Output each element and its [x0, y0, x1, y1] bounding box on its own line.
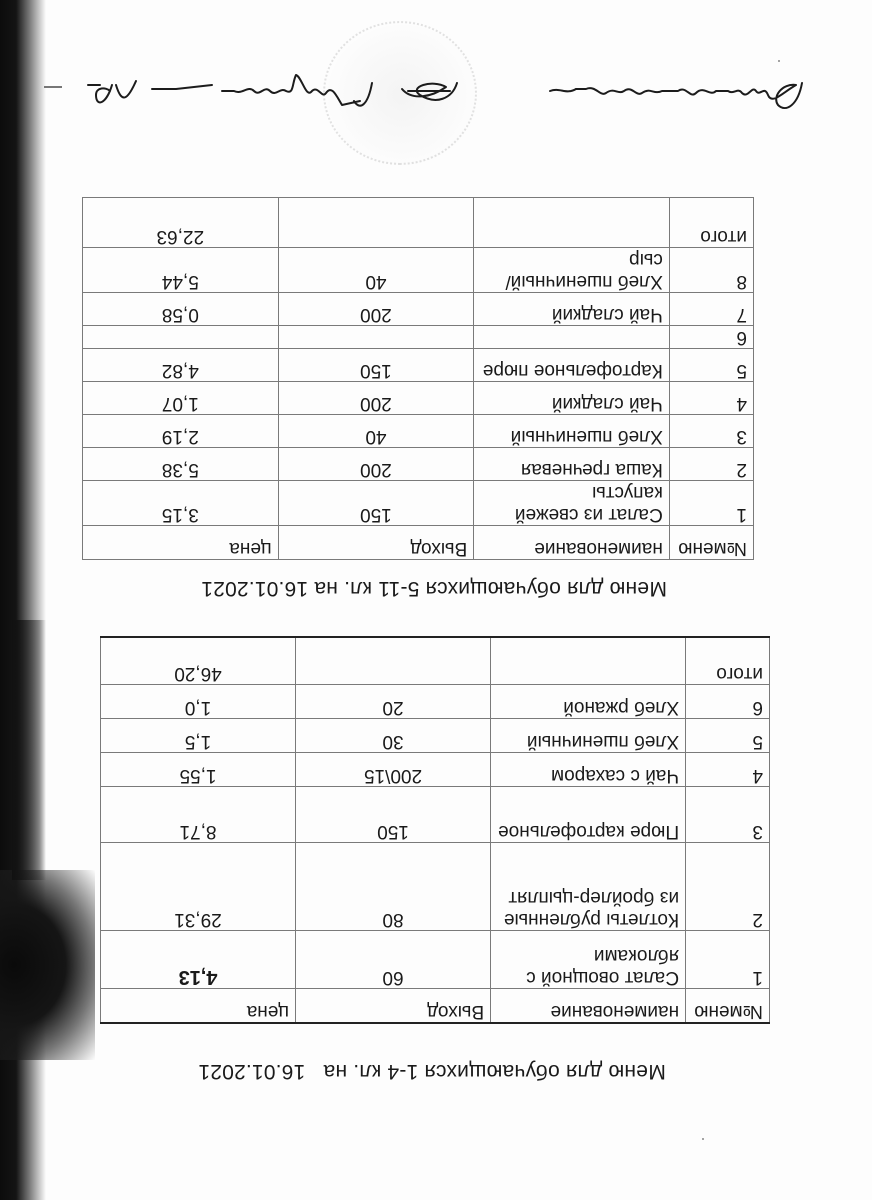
total-price: 22,63 [83, 198, 279, 248]
row-number: 4 [686, 753, 770, 787]
dish-yield: 200 [278, 448, 474, 481]
dish-yield: 20 [296, 685, 491, 719]
dish-yield: 150 [278, 481, 474, 526]
dish-price: 3,15 [83, 481, 279, 526]
table-header-row [101, 989, 770, 1023]
dish-price: 8,71 [101, 787, 296, 843]
table-row [83, 248, 754, 293]
row-number: 4 [669, 382, 753, 415]
row-number: 5 [686, 719, 770, 753]
dish-name: Каша гречневая [474, 448, 670, 481]
table-row [101, 753, 770, 787]
header-price: цена [101, 989, 296, 1023]
dish-price: 4,13 [101, 931, 296, 989]
dish-name: Чай сладкий [474, 382, 670, 415]
dish-price: 5,44 [83, 248, 279, 293]
dish-name: Чай сладкий [474, 293, 670, 326]
table-row [101, 719, 770, 753]
dish-price: 1,07 [83, 382, 279, 415]
total-empty [474, 198, 670, 248]
dish-yield: 200 [278, 293, 474, 326]
row-number: 1 [669, 481, 753, 526]
scan-shadow-blot [0, 870, 95, 1060]
scan-speck [778, 60, 780, 62]
dish-name: Салат овощной с яблоками [491, 931, 686, 989]
header-menu-number: №меню [669, 526, 753, 560]
row-number: 3 [686, 787, 770, 843]
dish-name: Салат из свежей капусты [474, 481, 670, 526]
scan-shadow-streak [12, 620, 46, 880]
table-row [83, 415, 754, 448]
total-label: итого [686, 638, 770, 686]
table-header-row [83, 526, 754, 560]
dish-name: Хлеб пшеничный [491, 719, 686, 753]
row-number: 6 [669, 326, 753, 349]
total-row [83, 198, 754, 248]
dish-name: Картофельное пюре [474, 349, 670, 382]
table-row [101, 843, 770, 931]
dish-yield: 30 [296, 719, 491, 753]
dish-name: Хлеб пшеничный [474, 415, 670, 448]
header-menu-number: №меню [686, 989, 770, 1023]
row-number: 1 [686, 931, 770, 989]
dish-price: 4,82 [83, 349, 279, 382]
row-number: 6 [686, 685, 770, 719]
dish-yield: 80 [296, 843, 491, 931]
dish-yield: 150 [278, 349, 474, 382]
header-name: наименование [474, 526, 670, 560]
dish-yield: 60 [296, 931, 491, 989]
menu-2-title: Меню для обучающихся 5-11 кл. на 16.01.2021 [201, 577, 667, 600]
pen-mark [44, 86, 62, 88]
table-row [101, 685, 770, 719]
dish-yield: 200 [278, 382, 474, 415]
menu-1-table [100, 637, 770, 1025]
dish-price: 1,55 [101, 753, 296, 787]
dish-name: Пюре картофельное [491, 787, 686, 843]
table-row [83, 448, 754, 481]
dish-yield: 150 [296, 787, 491, 843]
row-number: 7 [669, 293, 753, 326]
row-number: 5 [669, 349, 753, 382]
table-row [83, 326, 754, 349]
dish-price [83, 326, 279, 349]
row-number: 2 [669, 448, 753, 481]
table-row [83, 382, 754, 415]
scan-speck [702, 1138, 704, 1140]
total-empty [491, 638, 686, 686]
table-row [83, 293, 754, 326]
dish-yield: 40 [278, 415, 474, 448]
row-number: 3 [669, 415, 753, 448]
dish-yield: 40 [278, 248, 474, 293]
menu-2-table [82, 197, 754, 560]
dish-name: Хлеб ржаной [491, 685, 686, 719]
header-price: цена [83, 526, 279, 560]
total-empty [296, 638, 491, 686]
table-row [83, 349, 754, 382]
total-label: итого [669, 198, 753, 248]
header-name: наименование [491, 989, 686, 1023]
menu-1-title: Меню для обучающихся 1-4 кл. на 16.01.2021 [198, 1060, 666, 1083]
dish-price: 2,19 [83, 415, 279, 448]
dish-yield: 200\15 [296, 753, 491, 787]
header-yield: Выход [296, 989, 491, 1023]
handwritten-signature [52, 65, 812, 135]
total-row [101, 638, 770, 686]
dish-price: 0,58 [83, 293, 279, 326]
table-row [83, 481, 754, 526]
total-empty [278, 198, 474, 248]
table-row [101, 787, 770, 843]
total-price: 46,20 [101, 638, 296, 686]
row-number: 8 [669, 248, 753, 293]
dish-price: 5,38 [83, 448, 279, 481]
dish-name [474, 326, 670, 349]
dish-price: 1,0 [101, 685, 296, 719]
header-yield: Выход [278, 526, 474, 560]
dish-yield [278, 326, 474, 349]
dish-name: Чай с сахаром [491, 753, 686, 787]
dish-name: Котлеты рубленные из бройлер-цыплят [491, 843, 686, 931]
dish-price: 29,31 [101, 843, 296, 931]
dish-price: 1,5 [101, 719, 296, 753]
dish-name: Хлеб пшеничный/сыр [474, 248, 670, 293]
table-row [101, 931, 770, 989]
row-number: 2 [686, 843, 770, 931]
